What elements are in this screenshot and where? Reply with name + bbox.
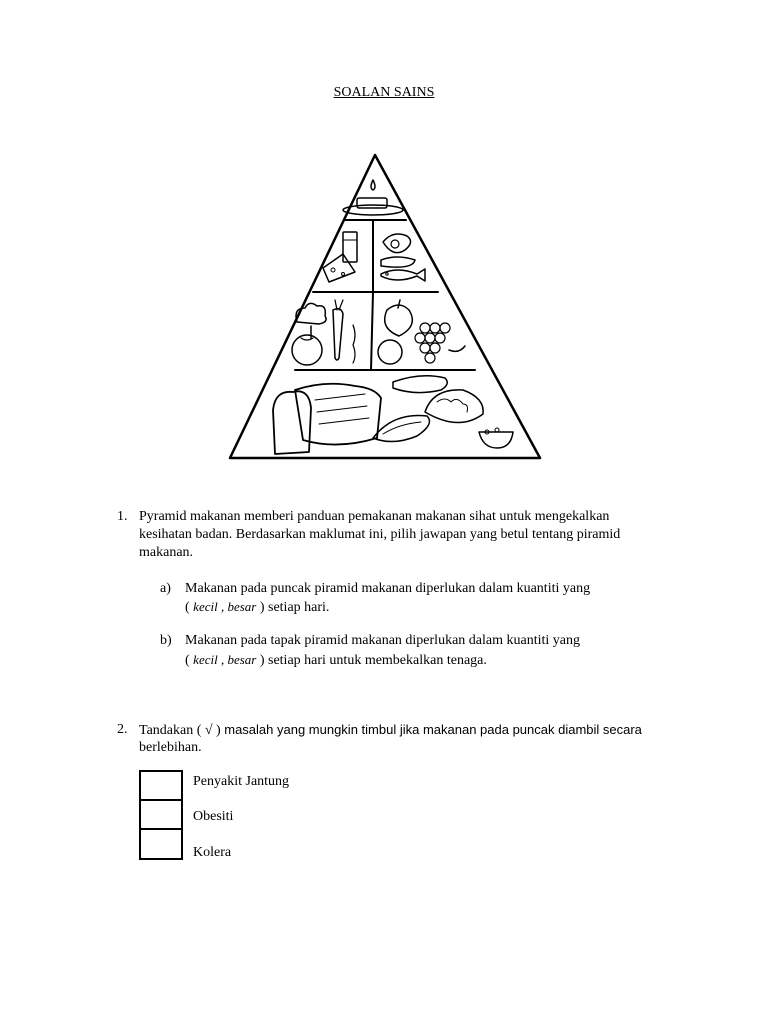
question-2-line-2: berlebihan.	[139, 740, 202, 755]
question-1b-label: b)	[160, 633, 172, 648]
question-1a-line-1: Makanan pada puncak piramid makanan diperlukan dalam kuantiti yang	[185, 581, 591, 596]
option-label-penyakit-jantung: Penyakit Jantung	[193, 774, 290, 789]
question-1b-line-2: ( kecil , besar ) setiap hari untuk membekalkan tenaga.	[185, 652, 487, 668]
question-1b-line-1: Makanan pada tapak piramid makanan diperlukan dalam kuantiti yang	[185, 633, 580, 648]
question-2-line-1: Tandakan ( √ ) masalah yang mungkin timbul jika makanan pada puncak diambil secara	[139, 722, 642, 738]
food-pyramid-illustration	[225, 150, 545, 465]
question-1a-label: a)	[160, 581, 171, 596]
question-1-line-2: kesihatan badan. Berdasarkan maklumat ini, pilih jawapan yang betul tentang piramid	[139, 527, 621, 542]
option-label-kolera: Kolera	[193, 845, 232, 860]
checkbox-kolera[interactable]	[141, 830, 181, 858]
checkbox-obesiti[interactable]	[141, 801, 181, 830]
question-1b-options[interactable]: kecil , besar	[193, 652, 257, 667]
question-2-number: 2.	[117, 722, 128, 737]
question-1-line-3: makanan.	[139, 545, 194, 560]
question-1a-options[interactable]: kecil , besar	[193, 599, 257, 614]
question-1-number: 1.	[117, 509, 128, 524]
answer-checkbox-group	[139, 770, 183, 860]
option-label-obesiti: Obesiti	[193, 809, 234, 824]
question-1a-line-2: ( kecil , besar ) setiap hari.	[185, 599, 330, 615]
page-title: SOALAN SAINS	[333, 85, 435, 100]
checkbox-penyakit-jantung[interactable]	[141, 772, 181, 801]
question-1-line-1: Pyramid makanan memberi panduan pemakanan makanan sihat untuk mengekalkan	[139, 509, 610, 524]
